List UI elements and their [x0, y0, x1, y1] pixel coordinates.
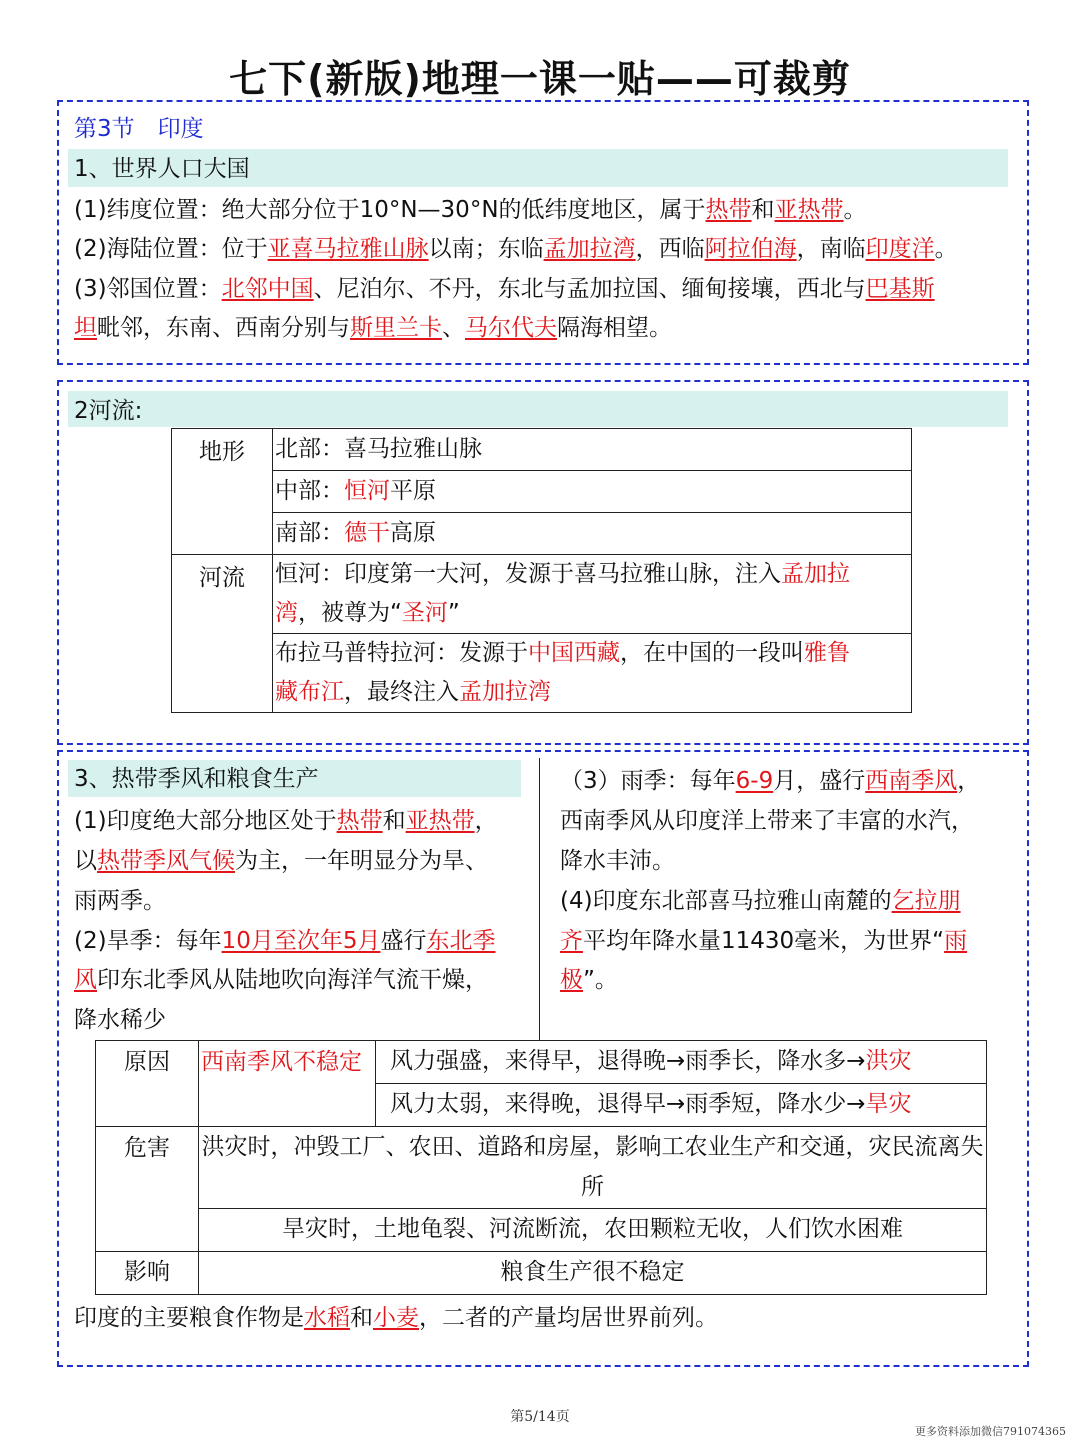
subheading-rivers: 2河流: [74, 398, 143, 424]
latitude-line: (1)纬度位置：绝大部分位于10°N—30°N的低纬度地区，属于热带和亚热带。 [74, 197, 867, 223]
right-line-3: 降水丰沛。 [560, 848, 675, 874]
right-line-6: 极”。 [560, 967, 618, 993]
subheading-monsoon: 3、热带季风和粮食生产 [74, 766, 319, 792]
column-divider [539, 758, 540, 1040]
weak-monsoon: 风力太弱，来得晚，退得早→雨季短，降水少→旱灾 [376, 1084, 987, 1127]
right-line-4: (4)印度东北部喜马拉雅山南麓的乞拉朋 [560, 888, 961, 914]
effect-value: 粮食生产很不稳定 [199, 1252, 987, 1295]
terrain-label: 地形 [172, 429, 273, 555]
terrain-north: 北部：喜马拉雅山脉 [273, 429, 912, 471]
terrain-south: 南部：德干高原 [273, 513, 912, 555]
subheading-band [68, 391, 1008, 427]
brahmaputra-cell: 布拉马普特拉河：发源于中国西藏，在中国的一段叫雅鲁 藏布江，最终注入孟加拉湾 [273, 634, 912, 713]
left-line-5: 风印东北季风从陆地吹向海洋气流干燥， [74, 967, 488, 993]
river-label: 河流 [172, 555, 273, 713]
page-title: 七下(新版)地理一课一贴——可裁剪 [229, 57, 851, 101]
right-line-5: 齐平均年降水量11430毫米，为世界“雨 [560, 928, 968, 954]
harm-label: 危害 [96, 1127, 199, 1252]
right-line-1: （3）雨季：每年6-9月，盛行西南季风， [560, 768, 981, 794]
left-line-4: (2)旱季：每年10月至次年5月盛行东北季 [74, 928, 496, 954]
left-line-2: 以热带季风气候为主，一年明显分为旱、 [74, 848, 488, 874]
left-line-1: (1)印度绝大部分地区处于热带和亚热带， [74, 808, 498, 834]
terrain-middle: 中部：恒河平原 [273, 471, 912, 513]
left-line-3: 雨两季。 [74, 888, 166, 914]
subheading-population: 1、世界人口大国 [74, 156, 250, 182]
drought-harm: 旱灾时，土地龟裂、河流断流，农田颗粒无收，人们饮水困难 [199, 1209, 987, 1252]
crops-line: 印度的主要粮食作物是水稻和小麦，二者的产量均居世界前列。 [74, 1305, 718, 1331]
strong-monsoon: 风力强盛，来得早，退得晚→雨季长，降水多→洪灾 [376, 1041, 987, 1084]
footer-note: 更多资料添加微信791074365 [915, 1425, 1066, 1438]
right-line-2: 西南季风从印度洋上带来了丰富的水汽， [560, 808, 974, 834]
neighbors-line: (3)邻国位置：北邻中国、尼泊尔、不丹，东北与孟加拉国、缅甸接壤，西北与巴基斯 [74, 276, 935, 302]
monsoon-table [95, 1040, 987, 1295]
ganges-cell: 恒河：印度第一大河，发源于喜马拉雅山脉，注入孟加拉 湾，被尊为“圣河” [273, 555, 912, 634]
effect-label: 影响 [96, 1252, 199, 1295]
terrain-river-table [171, 428, 912, 713]
reason-key: 西南季风不稳定 [199, 1041, 376, 1127]
left-line-6: 降水稀少 [74, 1007, 166, 1033]
page-number: 第5/14页 [510, 1409, 570, 1425]
reason-label: 原因 [96, 1041, 199, 1127]
neighbors-line-2: 坦毗邻，东南、西南分别与斯里兰卡、马尔代夫隔海相望。 [74, 315, 672, 341]
flood-harm: 洪灾时，冲毁工厂、农田、道路和房屋，影响工农业生产和交通，灾民流离失所 [199, 1127, 987, 1209]
section-heading: 第3节 印度 [74, 116, 204, 142]
sea-land-line: (2)海陆位置：位于亚喜马拉雅山脉以南；东临孟加拉湾，西临阿拉伯海，南临印度洋。 [74, 236, 958, 262]
